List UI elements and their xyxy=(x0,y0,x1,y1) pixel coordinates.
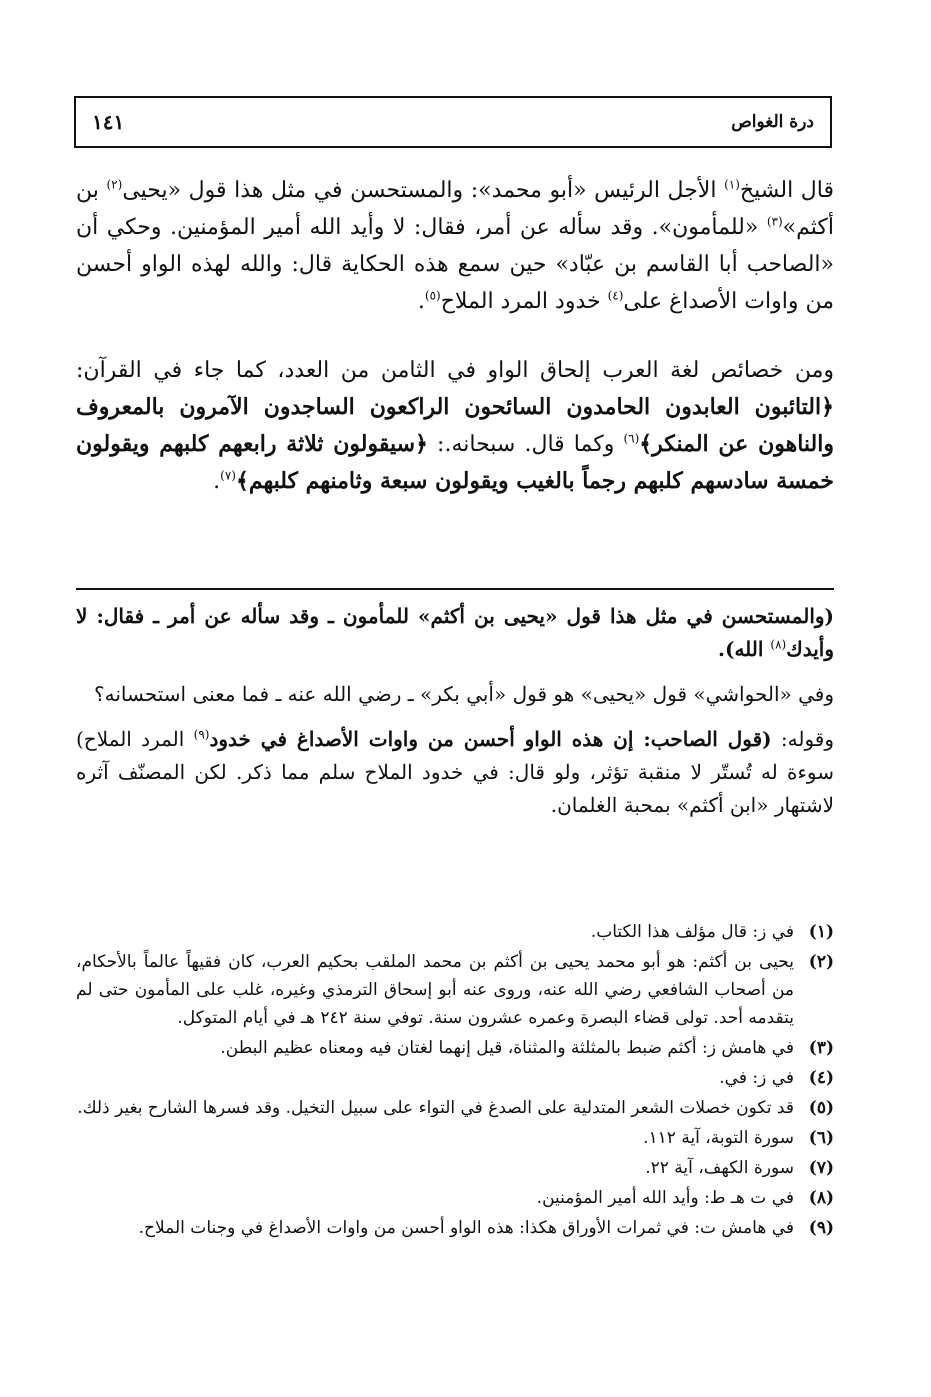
footnote-text: في ت هـ ط: وأيد الله أمير المؤمنين. xyxy=(536,1188,794,1208)
footnote-ref-1: (١) xyxy=(724,177,740,192)
footnote-item xyxy=(76,1184,834,1212)
footnote-text: في ز: في. xyxy=(719,1068,794,1088)
quran-quote-2: ﴿سيقولون ثلاثة رابعهم كلبهم ويقولون خمسة سادسهم كلبهم رجماً بالغيب ويقولون سبعة وثامنهم كلبهم﴾ xyxy=(76,431,834,494)
running-title: درة الغواص xyxy=(731,112,814,132)
footnote-text: سورة التوبة، آية ١١٢. xyxy=(643,1128,794,1148)
footnote-text: في هامش ز: أكثم ضبط بالمثلثة والمثناة، قيل إنهما لغتان فيه ومعناه عظيم البطن. xyxy=(220,1038,794,1058)
page-header xyxy=(74,96,832,148)
footnote-ref-9: (٩) xyxy=(193,727,210,742)
commentary-paragraph-1: (والمستحسن في مثل هذا قول «يحيى بن أكثم» للمأمون ـ وقد سأله عن أمر ـ فقال: لا وأيدك$^{(٨)}$ الله). xyxy=(76,604,834,661)
footnote-number: (٦) xyxy=(808,1128,834,1148)
footnote-text: قد تكون خصلات الشعر المتدلية على الصدغ في التواء على سبيل التخيل. وقد فسرها الشارح بغير ذلك. xyxy=(77,1098,794,1118)
footnote-number: (٧) xyxy=(808,1158,834,1178)
main-text xyxy=(76,172,834,500)
main-paragraph-1: قال الشيخ$^{(١)}$ الأجل الرئيس «أبو محمد»: والمستحسن في مثل هذا قول «يحيى$^{(٢)}$ بن أكثم»$^{(٣)}$ «للمأمون». وقد سأله عن أمر، فقال: لا وأيد الله أمير المؤمنين. وحكي أن «الصاحب أبا القاسم بن عبّاد» حين سمع هذه الحكاية قال: والله لهذه الواو أحسن من واوات الأصداغ على$^{(٤)}$ خدود المرد الملاح$^{(٥)}$. xyxy=(76,177,834,314)
footnote-ref-5: (٥) xyxy=(424,288,441,303)
footnote-number: (٢) xyxy=(808,952,834,972)
footnote-item xyxy=(76,1154,834,1182)
footnote-number: (٩) xyxy=(808,1218,834,1238)
commentary-paragraph-3: وقوله: (قول الصاحب: إن هذه الواو أحسن من واوات الأصداغ في خدود$^{(٩)}$ المرد الملاح) سوءة له تُستّر لا منقبة تؤثر، ولو قال: في خدود الملاح سلم مما ذكر. لكن المصنّف آثره لاشتهار «ابن أكثم» بمحبة الغلمان. xyxy=(76,727,834,817)
commentary-paragraph-2: وفي «الحواشي» قول «يحيى» هو قول «أبي بكر» ـ رضي الله عنه ـ فما معنى استحسانه؟ xyxy=(94,682,834,706)
footnote-number: (٥) xyxy=(808,1098,834,1118)
footnotes xyxy=(76,918,834,1244)
footnote-text: سورة الكهف، آية ٢٢. xyxy=(645,1158,794,1178)
footnote-text: في ز: قال مؤلف هذا الكتاب. xyxy=(590,922,794,942)
page-number: ١٤١ xyxy=(92,110,125,134)
footnote-number: (٤) xyxy=(808,1068,834,1088)
footnote-item xyxy=(76,948,834,1032)
footnote-item xyxy=(76,918,834,946)
footnote-number: (٨) xyxy=(808,1188,834,1208)
commentary-text xyxy=(76,600,834,834)
footnote-ref-7: (٧) xyxy=(220,468,236,483)
footnote-text: يحيى بن أكثم: هو أبو محمد يحيى بن أكثم بن محمد الملقب بحكيم العرب، كان فقيهاً عالماً بالأحكام، من أصحاب الشافعي رضي الله عنه، وروى عنه أبو إسحاق الترمذي وغيره، غلب على المأمون حتى لم يتقدمه أحد. تولى قضاء البصرة وعمره عشرون سنة. توفي سنة ٢٤٢ هـ في أيام المتوكل. xyxy=(76,952,794,1028)
footnote-item xyxy=(76,1034,834,1062)
footnote-item xyxy=(76,1124,834,1152)
footnote-ref-6: (٦) xyxy=(623,431,640,446)
footnote-item xyxy=(76,1214,834,1242)
footnote-list xyxy=(76,918,834,1242)
footnote-number: (٣) xyxy=(808,1038,834,1058)
main-paragraph-2: ومن خصائص لغة العرب إلحاق الواو في الثامن من العدد، كما جاء في القرآن: ﴿التائبون العابدون الحامدون السائحون الراكعون الساجدون الآمرون بالمعروف والناهون عن المنكر﴾$^{(٦)}$ وكما قال. سبحانه.: ﴿سيقولون ثلاثة رابعهم كلبهم ويقولون خمسة سادسهم كلبهم رجماً بالغيب ويقولون سبعة وثامنهم كلبهم﴾$^{(٧)}$. xyxy=(76,358,834,494)
footnote-item xyxy=(76,1094,834,1122)
footnote-number: (١) xyxy=(808,922,834,942)
footnote-ref-8: (٨) xyxy=(770,637,787,652)
footnote-text: في هامش ت: في ثمرات الأوراق هكذا: هذه الواو أحسن من واوات الأصداغ في وجنات الملاح. xyxy=(138,1218,794,1238)
footnote-item xyxy=(76,1064,834,1092)
footnote-ref-4: (٤) xyxy=(607,288,624,303)
quran-quote-1: ﴿التائبون العابدون الحامدون السائحون الراكعون الساجدون الآمرون بالمعروف والناهون عن المنكر﴾ xyxy=(76,394,834,457)
footnote-ref-3: (٣) xyxy=(766,214,783,229)
footnote-ref-2: (٢) xyxy=(106,177,123,192)
section-divider xyxy=(76,588,834,590)
